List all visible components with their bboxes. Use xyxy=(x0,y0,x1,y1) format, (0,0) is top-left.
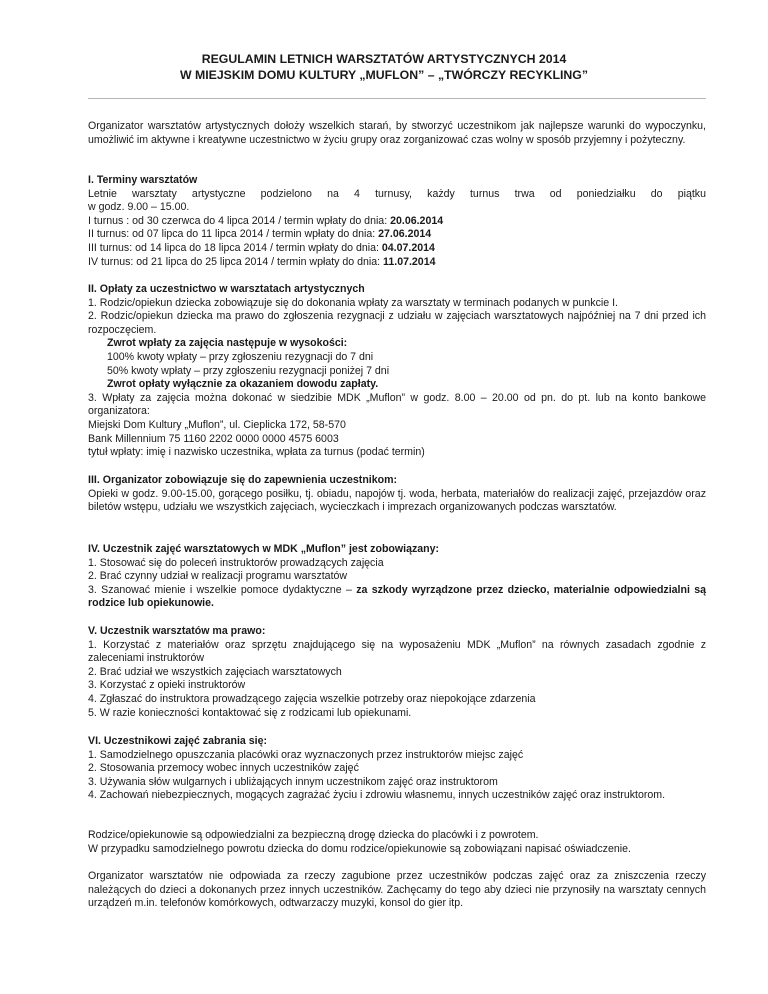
list-item: 4. Zachowań niebezpiecznych, mogących zagrażać życiu i zdrowiu własnemu, innych uczestników zajęć oraz instruktorom. xyxy=(88,789,666,802)
section-text: w godz. 9.00 – 15.00. xyxy=(88,201,190,214)
list-item: 1. Stosować się do poleceń instruktorów prowadzących zajęcia xyxy=(88,556,384,569)
section-zakazy xyxy=(88,735,706,803)
closing-text: Rodzice/opiekunowie są odpowiedzialni za bezpieczną drogę dziecka do placówki i z powrotem. xyxy=(88,829,539,841)
liability-note: za szkody wyrządzone przez dziecko, materialnie odpowiedzialni są rodzice lub opiekunowie. xyxy=(88,583,706,610)
header-divider xyxy=(88,98,706,99)
list-item: 2. Brać udział we wszystkich zajęciach warsztatowych xyxy=(88,665,342,678)
refund-item: 50% kwoty wpłaty – przy zgłoszeniu rezygnacji poniżej 7 dni xyxy=(107,364,390,377)
section-heading: I. Terminy warsztatów xyxy=(88,174,198,186)
section-text: Letnie warsztaty artystyczne podzielono na 4 turnusy, każdy turnus trwa od poniedziałku do piątku xyxy=(88,187,706,200)
section-text: 1. Rodzic/opiekun dziecka zobowiązuje się do dokonania wpłaty za warsztaty w terminach podanych w punkcie I. xyxy=(88,296,618,309)
intro-paragraph: Organizator warsztatów artystycznych dołoży wszelkich starań, by stworzyć uczestnikom jak najlepsze warunki do wypoczynku, umożliwić im aktywne i kreatywne uczestnictwo w życiu grupy oraz zorganizować czas wolny w sposób przyjemny i pożyteczny. xyxy=(88,120,706,146)
list-item: 3. Używania słów wulgarnych i ubliżających innym uczestnikom zajęć oraz instruktorom xyxy=(88,775,498,788)
address: Miejski Dom Kultury „Muflon”, ul. Cieplicka 172, 58-570 xyxy=(88,418,346,431)
section-text: 2. Rodzic/opiekun dziecka ma prawo do zgłoszenia rezygnacji z udziału w zajęciach warsztatowych najpóźniej na 7 dni przed ich rozpoczęciem. xyxy=(88,310,706,336)
turnus-row: I turnus : od 30 czerwca do 4 lipca 2014 / termin wpłaty do dnia: 20.06.2014 xyxy=(88,214,444,227)
payment-title-note: tytuł wpłaty: imię i nazwisko uczestnika, wpłata za turnus (podać termin) xyxy=(88,446,425,459)
section-heading: IV. Uczestnik zajęć warsztatowych w MDK „Muflon” jest zobowiązany: xyxy=(88,543,440,555)
title-line-1: REGULAMIN LETNICH WARSZTATÓW ARTYSTYCZNYCH 2014 xyxy=(201,52,567,66)
list-item: 3. Szanować mienie i wszelkie pomoce dydaktyczne – za szkody wyrządzone przez dziecko, materialnie odpowiedzialni są rodzice lub opiekunowie. xyxy=(88,583,706,610)
document-title xyxy=(0,51,768,83)
refund-note: Zwrot opłaty wyłącznie za okazaniem dowodu zapłaty. xyxy=(107,378,379,391)
title-line-2: W MIEJSKIM DOMU KULTURY „MUFLON” – „TWÓRCZY RECYKLING” xyxy=(179,68,589,82)
section-obowiazki xyxy=(88,543,706,611)
refund-item: 100% kwoty wpłaty – przy zgłoszeniu rezygnacji do 7 dni xyxy=(107,350,374,363)
list-item: 4. Zgłaszać do instruktora prowadzącego zajęcia wszelkie potrzeby oraz niepokojące zdarzenia xyxy=(88,692,536,705)
list-item: 5. W razie konieczności kontaktować się z rodzicami lub opiekunami. xyxy=(88,706,412,719)
closing-text: W przypadku samodzielnego powrotu dziecka do domu rodzice/opiekunowie są zobowiązani napisać oświadczenie. xyxy=(88,842,631,855)
closing-responsibility xyxy=(88,829,706,856)
section-heading: V. Uczestnik warsztatów ma prawo: xyxy=(88,625,266,637)
turnus-row: IV turnus: od 21 lipca do 25 lipca 2014 / termin wpłaty do dnia: 11.07.2014 xyxy=(88,255,436,268)
section-text: 3. Wpłaty za zajęcia można dokonać w siedzibie MDK „Muflon” w godz. 8.00 – 20.00 od pn. do pt. lub na konto bankowe organizatora: xyxy=(88,391,706,418)
section-heading: VI. Uczestnikowi zajęć zabrania się: xyxy=(88,735,267,747)
refund-heading: Zwrot wpłaty za zajęcia następuje w wysokości: xyxy=(107,337,348,350)
list-item: 2. Stosowania przemocy wobec innych uczestników zajęć xyxy=(88,762,359,775)
section-prawa xyxy=(88,625,706,720)
payment-deadline: 04.07.2014 xyxy=(381,241,435,254)
closing-disclaimer: Organizator warsztatów nie odpowiada za rzeczy zagubione przez uczestników podczas zajęć oraz za zniszczenia rzeczy należących do dzieci a dokonanych przez innych uczestników. Zachęcamy do tego aby dzieci nie przynosiły na warsztaty cennych urządzeń m.in. telefonów komórkowych, odtwarzaczy muzyki, konsol do gier itp. xyxy=(88,870,706,910)
section-heading: III. Organizator zobowiązuje się do zapewnienia uczestnikom: xyxy=(88,474,398,486)
list-item: 1. Samodzielnego opuszczania placówki oraz wyznaczonych przez instruktorów miejsc zajęć xyxy=(88,748,524,761)
section-oplaty xyxy=(88,283,706,460)
section-terminy xyxy=(88,174,706,269)
payment-deadline: 11.07.2014 xyxy=(383,255,436,268)
turnus-row: III turnus: od 14 lipca do 18 lipca 2014 / termin wpłaty do dnia: 04.07.2014 xyxy=(88,241,435,254)
section-text: Opieki w godz. 9.00-15.00, gorącego posiłku, tj. obiadu, napojów tj. woda, herbata, materiałów do realizacji zajęć, przejazdów oraz biletów wstępu, udziału we wszystkich zajęciach, wycieczkach i imprezach organizowanych podczas warsztatów. xyxy=(88,487,706,514)
payment-deadline: 27.06.2014 xyxy=(378,228,432,241)
list-item: 2. Brać czynny udział w realizacji programu warsztatów xyxy=(88,570,348,583)
bank-account: Bank Millennium 75 1160 2202 0000 0000 4575 6003 xyxy=(88,432,339,445)
list-item: 1. Korzystać z materiałów oraz sprzętu znajdującego się na wyposażeniu MDK „Muflon” na równych zasadach zgodnie z zaleceniami instruktorów xyxy=(88,638,706,665)
section-heading: II. Opłaty za uczestnictwo w warsztatach artystycznych xyxy=(88,283,365,295)
payment-deadline: 20.06.2014 xyxy=(390,214,444,227)
list-item: 3. Korzystać z opieki instruktorów xyxy=(88,679,246,692)
turnus-row: II turnus: od 07 lipca do 11 lipca 2014 / termin wpłaty do dnia: 27.06.2014 xyxy=(88,228,432,241)
section-organizator xyxy=(88,474,706,515)
